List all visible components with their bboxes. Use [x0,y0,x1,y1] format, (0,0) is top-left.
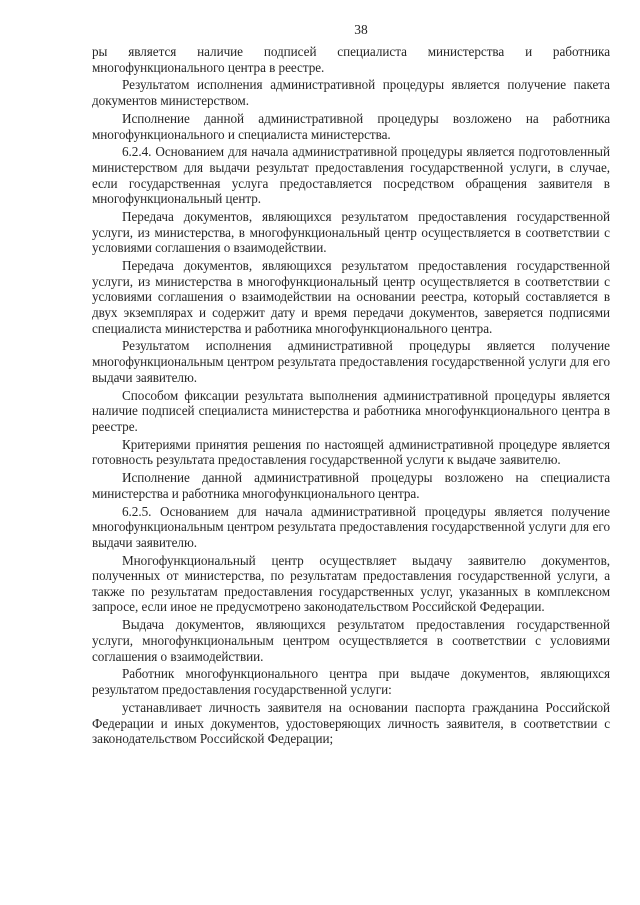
paragraph: Критериями принятия решения по настоящей административной процедуре является готовность результата предоставления государственной услуги к выдаче заявителю. [92,436,610,468]
page-number: 38 [354,22,368,37]
paragraph: Результатом исполнения административной процедуры является получение многофункциональным центром результата предоставления государственной услуги для его выдачи заявителю. [92,338,610,385]
paragraph: Способом фиксации результата выполнения административной процедуры является наличие подписей специалиста министерства и работника многофункционального центра в реестре. [92,387,610,434]
paragraph: Исполнение данной административной процедуры возложено на работника многофункционального и специалиста министерства. [92,110,610,142]
paragraph: Передача документов, являющихся результатом предоставления государственной услуги, из министерства, в многофункциональный центр осуществляется в соответствии с условиями соглашения о взаимодействии. [92,209,610,256]
document-body [92,44,610,747]
paragraph: Передача документов, являющихся результатом предоставления государственной услуги, из министерства в многофункциональный центр осуществляется в соответствии с условиями соглашения о взаимодействии на основании реестра, который составляется в двух экземплярах и содержит дату и время передачи документов, заверяется подписями специалиста министерства и работника многофункционального центра. [92,258,610,336]
paragraph: устанавливает личность заявителя на основании паспорта гражданина Российской Федерации и иных документов, удостоверяющих личность заявителя, в соответствии с законодательством Российской Федерации; [92,699,610,747]
paragraph-section-6-2-4: 6.2.4. Основанием для начала административной процедуры является подготовленный министерством для выдачи результат предоставления государственной услуги, в случае, если государственная услуга предоставляется посредством обращения заявителя в многофункциональный центр. [92,144,610,207]
paragraph: Исполнение данной административной процедуры возложено на специалиста министерства и работника многофункционального центра. [92,470,610,501]
paragraph: Работник многофункционального центра при выдаче документов, являющихся результатом предоставления государственной услуги: [92,666,610,698]
paragraph: Результатом исполнения административной процедуры является получение пакета документов министерством. [92,77,610,109]
paragraph: Выдача документов, являющихся результатом предоставления государственной услуги, многофункциональным центром осуществляется в соответствии с условиями соглашения о взаимодействии. [92,617,610,664]
paragraph-section-6-2-5: 6.2.5. Основанием для начала административной процедуры является получение многофункциональным центром результата предоставления государственной услуги для его выдачи заявителю. [92,503,610,550]
paragraph: Многофункциональный центр осуществляет выдачу заявителю документов, полученных от министерства, по результатам предоставления государственной услуги, а также по результатам предоставления государственных услуг, указанных в комплексном запросе, если иное не предусмотрено законодательством Российской Федерации. [92,552,610,615]
paragraph-continuation: ры является наличие подписей специалиста министерства и работника многофункционального центра в реестре. [92,44,610,75]
